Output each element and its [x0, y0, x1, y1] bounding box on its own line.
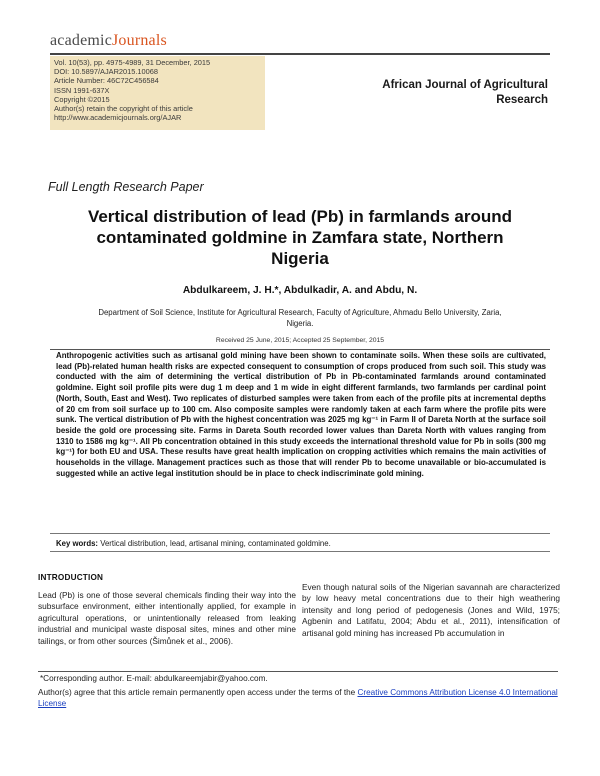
journal-logo	[50, 32, 167, 50]
journal-title-line1: African Journal of Agricultural	[382, 79, 548, 91]
info-copyright: Copyright ©2015	[54, 94, 110, 104]
info-rights: Author(s) retain the copyright of this article	[54, 104, 193, 114]
info-volume: Vol. 10(53), pp. 4975-4989, 31 December, 2015	[54, 58, 211, 67]
keywords	[56, 539, 546, 548]
license-link[interactable]: Creative Commons Attribution License 4.0 International License	[38, 688, 558, 709]
article-info-box	[50, 56, 265, 130]
intro-left-column: Lead (Pb) is one of those several chemicals finding their way into the subsurface environment, either intentionally applied, for example in agricultural operations, or unintentionally released from leaking industrial and municipal waste disposal sites, mines and other mine tailings, or from other sources (Šimůnek et al., 2006).	[38, 590, 296, 646]
journal-title	[348, 78, 548, 108]
title-line1: Vertical distribution of lead (Pb) in farmlands around	[87, 207, 513, 226]
footnote-rule	[38, 671, 558, 672]
journal-title-line2: Research	[496, 94, 548, 106]
title-line3: Nigeria	[271, 249, 329, 268]
header-rule	[50, 53, 550, 55]
info-url[interactable]: http://www.academicjournals.org/AJAR	[54, 113, 182, 123]
paper-type: Full Length Research Paper	[48, 180, 204, 194]
intro-right-column: Even though natural soils of the Nigerian savannah are characterized by low heavy metal concentrations due to their high weathering intensity and long period of pedogenesis (Jones and Wild, 1975; Agbenin and Latifatu, 2004; Abdu et al., 2011), intensification of artisanal gold mining has increased Pb accumulation in	[302, 582, 560, 638]
affiliation-line2: Nigeria.	[286, 318, 314, 328]
abstract-bottom-rule	[50, 533, 550, 534]
info-issn: ISSN 1991-637X	[54, 85, 110, 95]
abstract-text: Anthropogenic activities such as artisanal gold mining have been shown to contaminate soils. When these soils are cultivated, lead (Pb)-related human health risks are expected consequent to consumption of crops produced from such soil. This study was conducted with the aim of determining the vertical distribution of Pb in Pb-contaminated farmlands around contaminated goldmine. Eight soil profile pits were dug 1 m deep and 1 m wide in eight different farmlands, two farmlands per cardinal point (North, South, East and West). Two replicates of disturbed samples were taken from each of the profile pits at incremental depths of 20 cm from soil surface up to 100 cm. Also composite samples were randomly taken at each farm where the profile pits were sunk. The vertical distribution of Pb with the highest concentration was 2025 mg kg⁻¹ in Farm II of Dareta North at the surface soil beside the gold ore processing site. Farms in Dareta South recorded lower values than Dareta North with values ranging from 1310 to 1586 mg kg⁻¹. All Pb concentration obtained in this study exceeds the international threshold value for Pb in soils (300 mg kg⁻¹) for both EU and USA. These results have great health implication on cropping activities which remains the main activities of households in the village. Management practices such as those that will render Pb to become unavailable or bio-accumulated is suggested while an active legal institution should be in place to check indiscriminate gold mining.	[56, 351, 546, 478]
affiliation	[55, 308, 545, 329]
info-doi: DOI: 10.5897/AJAR2015.10068	[54, 67, 158, 77]
logo-part-journals: Journals	[112, 32, 167, 49]
license-notice	[38, 687, 562, 710]
received-dates: Received 25 June, 2015; Accepted 25 September, 2015	[215, 337, 385, 344]
keywords-text: Vertical distribution, lead, artisanal mining, contaminated goldmine.	[100, 539, 331, 548]
keywords-rule	[50, 551, 550, 552]
license-text: Author(s) agree that this article remain permanently open access under the terms of the	[38, 688, 356, 697]
title-line2: contaminated goldmine in Zamfara state, Northern	[96, 228, 504, 247]
affiliation-line1: Department of Soil Science, Institute for Agricultural Research, Faculty of Agriculture, Ahmadu Bello University, Zaria,	[98, 308, 502, 317]
corresponding-author: *Corresponding author. E-mail: abdulkareemjabir@yahoo.com.	[40, 674, 268, 683]
logo-part-academic: academic	[50, 32, 112, 49]
introduction-heading: INTRODUCTION	[38, 573, 104, 582]
abstract-top-rule	[50, 349, 550, 350]
authors: Abdulkareem, J. H.*, Abdulkadir, A. and Abdu, N.	[182, 285, 418, 296]
paper-title	[50, 206, 550, 269]
keywords-label: Key words:	[56, 539, 99, 548]
info-article-number: Article Number: 46C72C456584	[54, 76, 159, 86]
